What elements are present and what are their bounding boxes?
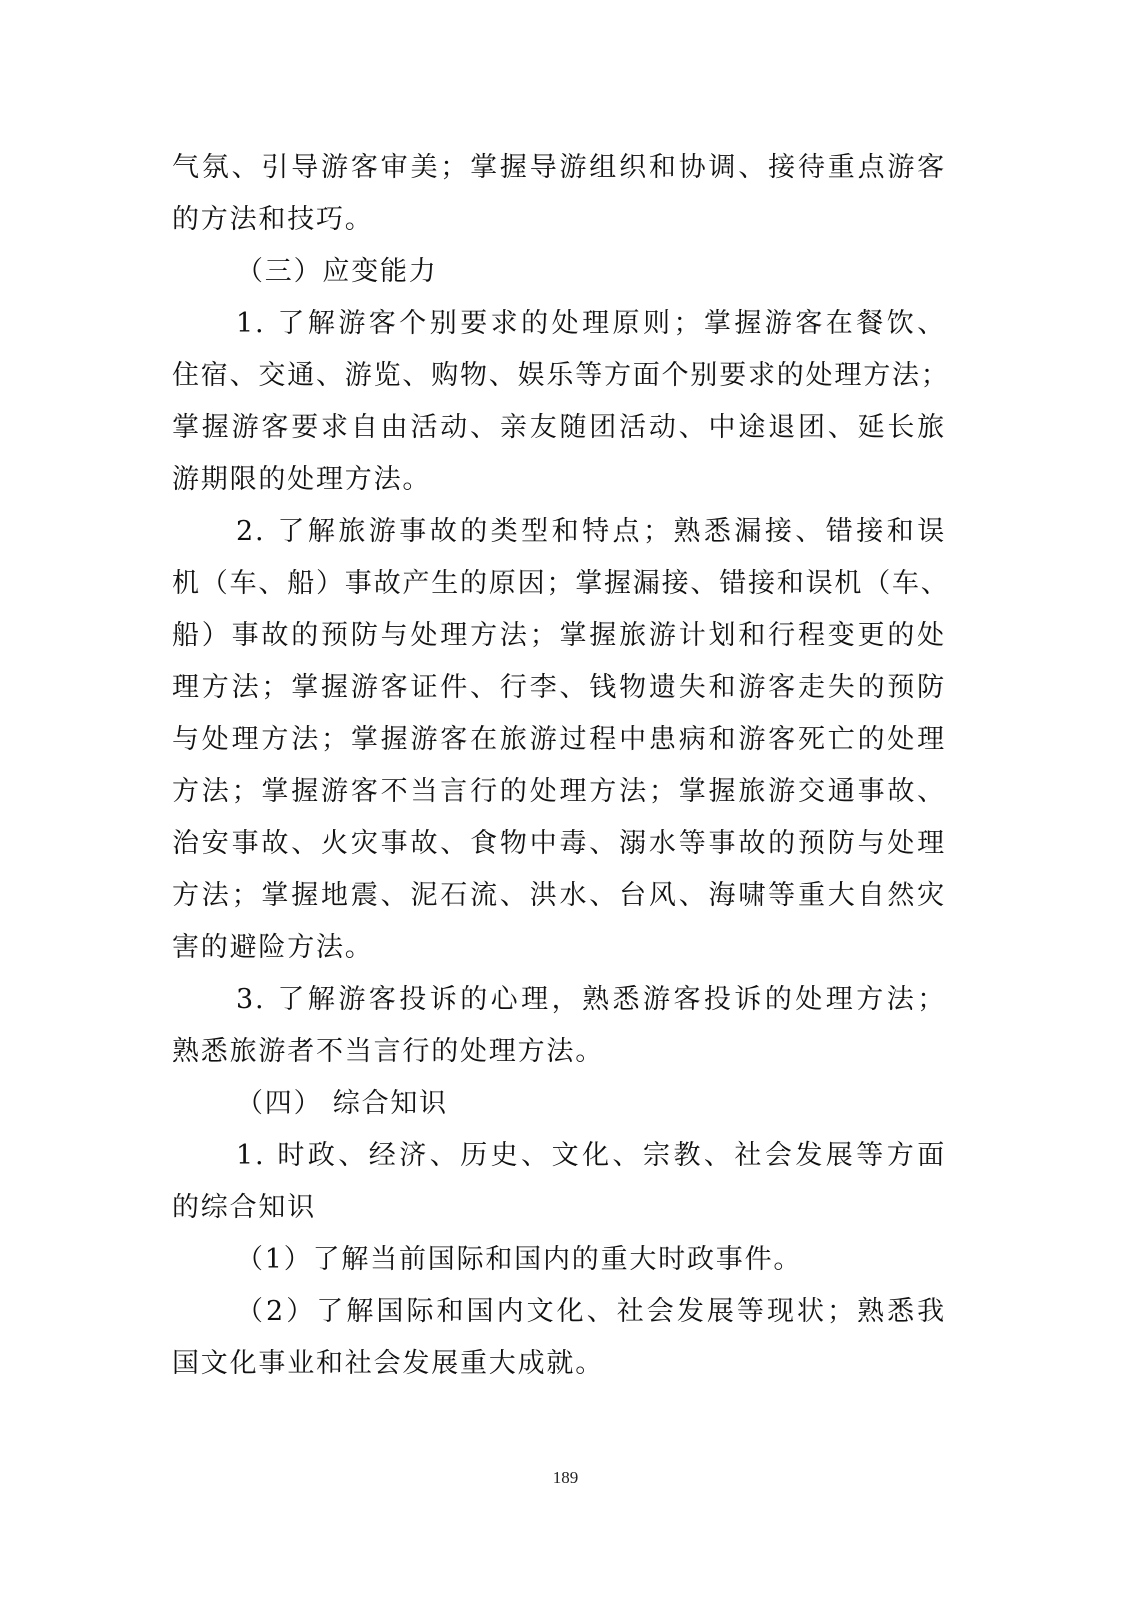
- text-line: 气氛、引导游客审美；掌握导游组织和协调、接待重点游客: [172, 152, 946, 183]
- text-line: 害的避险方法。: [172, 932, 374, 963]
- text-line: 国文化事业和社会发展重大成就。: [172, 1348, 604, 1379]
- text-line: 与处理方法；掌握游客在旅游过程中患病和游客死亡的处理: [172, 724, 946, 755]
- text-line: 1. 了解游客个别要求的处理原则；掌握游客在餐饮、: [236, 308, 946, 339]
- text-line: 理方法；掌握游客证件、行李、钱物遗失和游客走失的预防: [172, 672, 946, 703]
- page-number: 189: [552, 1468, 579, 1487]
- text-line: 掌握游客要求自由活动、亲友随团活动、中途退团、延长旅: [172, 412, 946, 443]
- text-line: （2）了解国际和国内文化、社会发展等现状；熟悉我: [236, 1296, 946, 1327]
- body-text: [172, 142, 950, 1390]
- text-line: 3. 了解游客投诉的心理，熟悉游客投诉的处理方法；: [236, 984, 946, 1015]
- text-line: 熟悉旅游者不当言行的处理方法。: [172, 1036, 604, 1067]
- text-line: 2. 了解旅游事故的类型和特点；熟悉漏接、错接和误: [236, 516, 946, 547]
- text-line: 1. 时政、经济、历史、文化、宗教、社会发展等方面: [236, 1140, 946, 1171]
- text-line: 治安事故、火灾事故、食物中毒、溺水等事故的预防与处理: [172, 828, 946, 859]
- text-line: 住宿、交通、游览、购物、娱乐等方面个别要求的处理方法；: [172, 360, 950, 391]
- text-line: 机（车、船）事故产生的原因；掌握漏接、错接和误机（车、: [172, 568, 950, 599]
- text-line: 船）事故的预防与处理方法；掌握旅游计划和行程变更的处: [172, 620, 946, 651]
- text-line: （1）了解当前国际和国内的重大时政事件。: [236, 1244, 803, 1275]
- section-heading: （三）应变能力: [236, 256, 438, 287]
- text-line: 的综合知识: [172, 1192, 316, 1223]
- section-heading: （四） 综合知识: [236, 1088, 448, 1119]
- text-line: 的方法和技巧。: [172, 204, 374, 235]
- text-line: 方法；掌握游客不当言行的处理方法；掌握旅游交通事故、: [172, 776, 946, 807]
- text-line: 游期限的处理方法。: [172, 464, 432, 495]
- text-line: 方法；掌握地震、泥石流、洪水、台风、海啸等重大自然灾: [172, 880, 946, 911]
